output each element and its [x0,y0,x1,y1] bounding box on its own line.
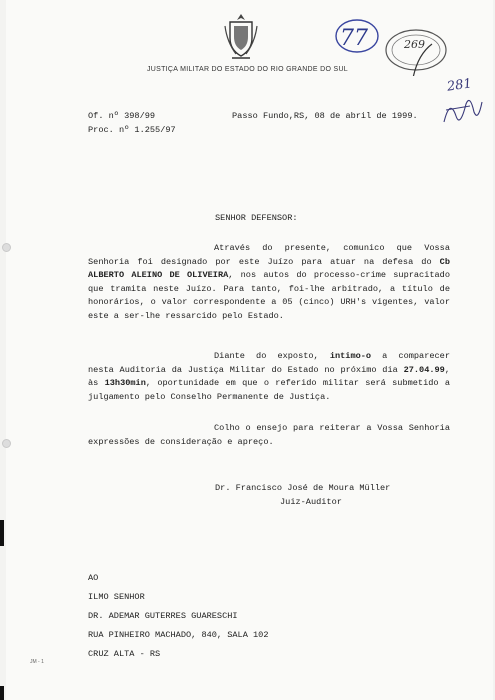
addressee-name: DR. ADEMAR GUTERRES GUARESCHI [88,611,238,621]
paragraph-text: Diante do exposto, [214,351,330,361]
court-stamp [382,26,452,76]
institution-header: JUSTIÇA MILITAR DO ESTADO DO RIO GRANDE DO SUL [146,66,348,73]
coat-of-arms-emblem [222,12,260,60]
addressee-street: RUA PINHEIRO MACHADO, 840, SALA 102 [88,630,269,640]
page-number-handwritten: 77 [340,26,368,51]
signatory-title: Juiz-Auditor [280,497,342,507]
defendant-name: Cb ALBERTO ALEINO DE OLIVEIRA [88,256,450,280]
paragraph-text: Colho o ensejo para reiterar a Vossa Senhoria expressões de consideração e apreço. [88,423,450,447]
hearing-time: 13h30min [104,378,146,388]
page-number-circle [333,16,383,56]
hearing-date: 27.04.99 [403,364,445,375]
margin-number: 281 [446,76,473,95]
binding-mark [0,686,4,700]
stamp-number: 269 [404,38,425,51]
paragraph-text: , às [88,364,450,388]
paragraph-closing [88,422,450,449]
place-and-date: Passo Fundo,RS, 08 de abril de 1999. [232,111,418,121]
paragraph-text: , oportunidade em que o referido militar será submetido a julgamento pelo Conselho Permanente de Justiça. [88,378,450,402]
punch-hole [2,439,11,448]
binding-mark [0,520,4,546]
summons-keyword: intimo-o [329,351,372,361]
addressee-line: AO [88,573,99,583]
paragraph-designation [88,242,450,323]
form-code: JM - 1 [30,659,44,665]
processo-number: Proc. nº 1.255/97 [88,125,176,135]
paragraph-text: Através do presente, comunico que Vossa Senhoria foi designado por este Juízo para atuar na defesa do [88,243,450,267]
addressee-city: CRUZ ALTA - RS [88,649,161,659]
margin-signature [440,92,484,132]
addressee-line: ILMO SENHOR [88,592,145,602]
oficio-number: Of. nº 398/99 [88,111,156,121]
paragraph-text: , nos autos do processo-crime supracitado que tramita neste Juízo. Para tanto, foi-lhe arbitrado, a título de honorários, o valor correspondente a 05 (cinco) URH's vigentes, valor este a ser-lhe ressarcido pelo Estado. [88,270,450,321]
paragraph-text: a comparecer nesta Auditoria da Justiça Militar do Estado no próximo dia [88,351,450,375]
salutation: SENHOR DEFENSOR: [215,213,298,223]
paragraph-summons [88,350,450,404]
signatory-name: Dr. Francisco José de Moura Müller [215,483,391,493]
punch-hole [2,243,11,252]
